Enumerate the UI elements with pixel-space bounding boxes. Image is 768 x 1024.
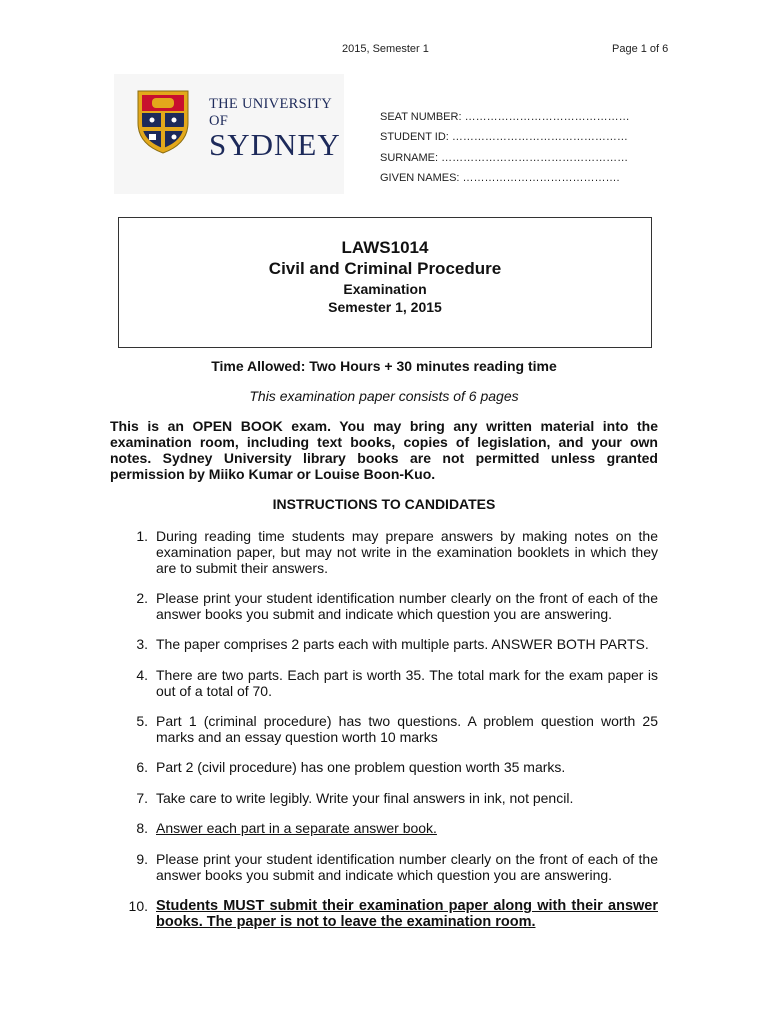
pages-note: This examination paper consists of 6 pages (249, 388, 519, 404)
instruction-text: Part 1 (criminal procedure) has two questions. A problem question worth 25 marks and an essay question worth 10 marks (156, 713, 658, 745)
instruction-text: The paper comprises 2 parts each with multiple parts. ANSWER BOTH PARTS. (156, 636, 649, 652)
instructions-heading: INSTRUCTIONS TO CANDIDATES (272, 496, 496, 512)
instruction-number: 8. (136, 820, 148, 836)
field-dots: ……………………………………… (464, 111, 630, 123)
instruction-text: Take care to write legibly. Write your final answers in ink, not pencil. (156, 790, 574, 806)
instruction-number: 10. (128, 898, 148, 914)
field-label: SEAT NUMBER: (380, 111, 462, 123)
logo-line-1: THE UNIVERSITY OF (209, 96, 332, 129)
instruction-number: 1. (136, 528, 148, 544)
logo-line-2: SYDNEY (209, 127, 341, 162)
instruction-number: 3. (136, 636, 148, 652)
instruction-text: During reading time students may prepare answers by making notes on the examination paper, but may not write in the examination booklets in which they are to submit their answers. (156, 528, 658, 576)
student-id-field (380, 131, 628, 143)
instruction-text: Please print your student identification number clearly on the front of each of the answer books you submit and indicate which question you are answering. (156, 590, 658, 622)
instruction-number: 7. (136, 790, 148, 806)
instruction-text: Answer each part in a separate answer book. (156, 820, 437, 836)
logo-wordmark (209, 96, 344, 160)
instruction-number: 6. (136, 759, 148, 775)
header-semester: 2015, Semester 1 (342, 43, 429, 55)
instruction-text: Please print your student identification number clearly on the front of each of the answer books you submit and indicate which question you are answering. (156, 851, 658, 883)
crest-icon (136, 89, 190, 155)
instruction-text: Students MUST submit their examination paper along with their answer books. The paper is not to leave the examination room. (156, 898, 658, 930)
university-logo (114, 74, 344, 194)
field-dots: ……………………………………. (462, 172, 620, 184)
field-dots: …………………………………………… (441, 152, 629, 164)
surname-field (380, 152, 628, 164)
seat-number-field (380, 111, 630, 123)
exam-kind: Examination (343, 281, 427, 297)
instruction-number: 5. (136, 713, 148, 729)
field-label: STUDENT ID: (380, 131, 449, 143)
page-number: Page 1 of 6 (612, 43, 669, 55)
given-names-field (380, 172, 620, 184)
exam-semester: Semester 1, 2015 (328, 299, 442, 315)
instruction-number: 2. (136, 590, 148, 606)
instruction-text: Part 2 (civil procedure) has one problem question worth 35 marks. (156, 759, 566, 775)
course-name: Civil and Criminal Procedure (268, 259, 502, 278)
exam-title-box (118, 217, 652, 348)
time-allowed: Time Allowed: Two Hours + 30 minutes reading time (211, 358, 557, 374)
field-dots: ………………………………………… (451, 131, 628, 143)
field-label: GIVEN NAMES: (380, 172, 460, 184)
field-label: SURNAME: (380, 152, 439, 164)
open-book-notice: This is an OPEN BOOK exam. You may bring any written material into the examination room, including text books, copies of legislation, and your own notes. Sydney University library books are not permitted unless granted permission by Miiko Kumar or Louise Boon-Kuo. (110, 418, 658, 482)
instruction-number: 9. (136, 851, 148, 867)
instruction-text: There are two parts. Each part is worth 35. The total mark for the exam paper is out of a total of 70. (156, 667, 658, 699)
instruction-number: 4. (136, 667, 148, 683)
course-code: LAWS1014 (341, 238, 429, 257)
